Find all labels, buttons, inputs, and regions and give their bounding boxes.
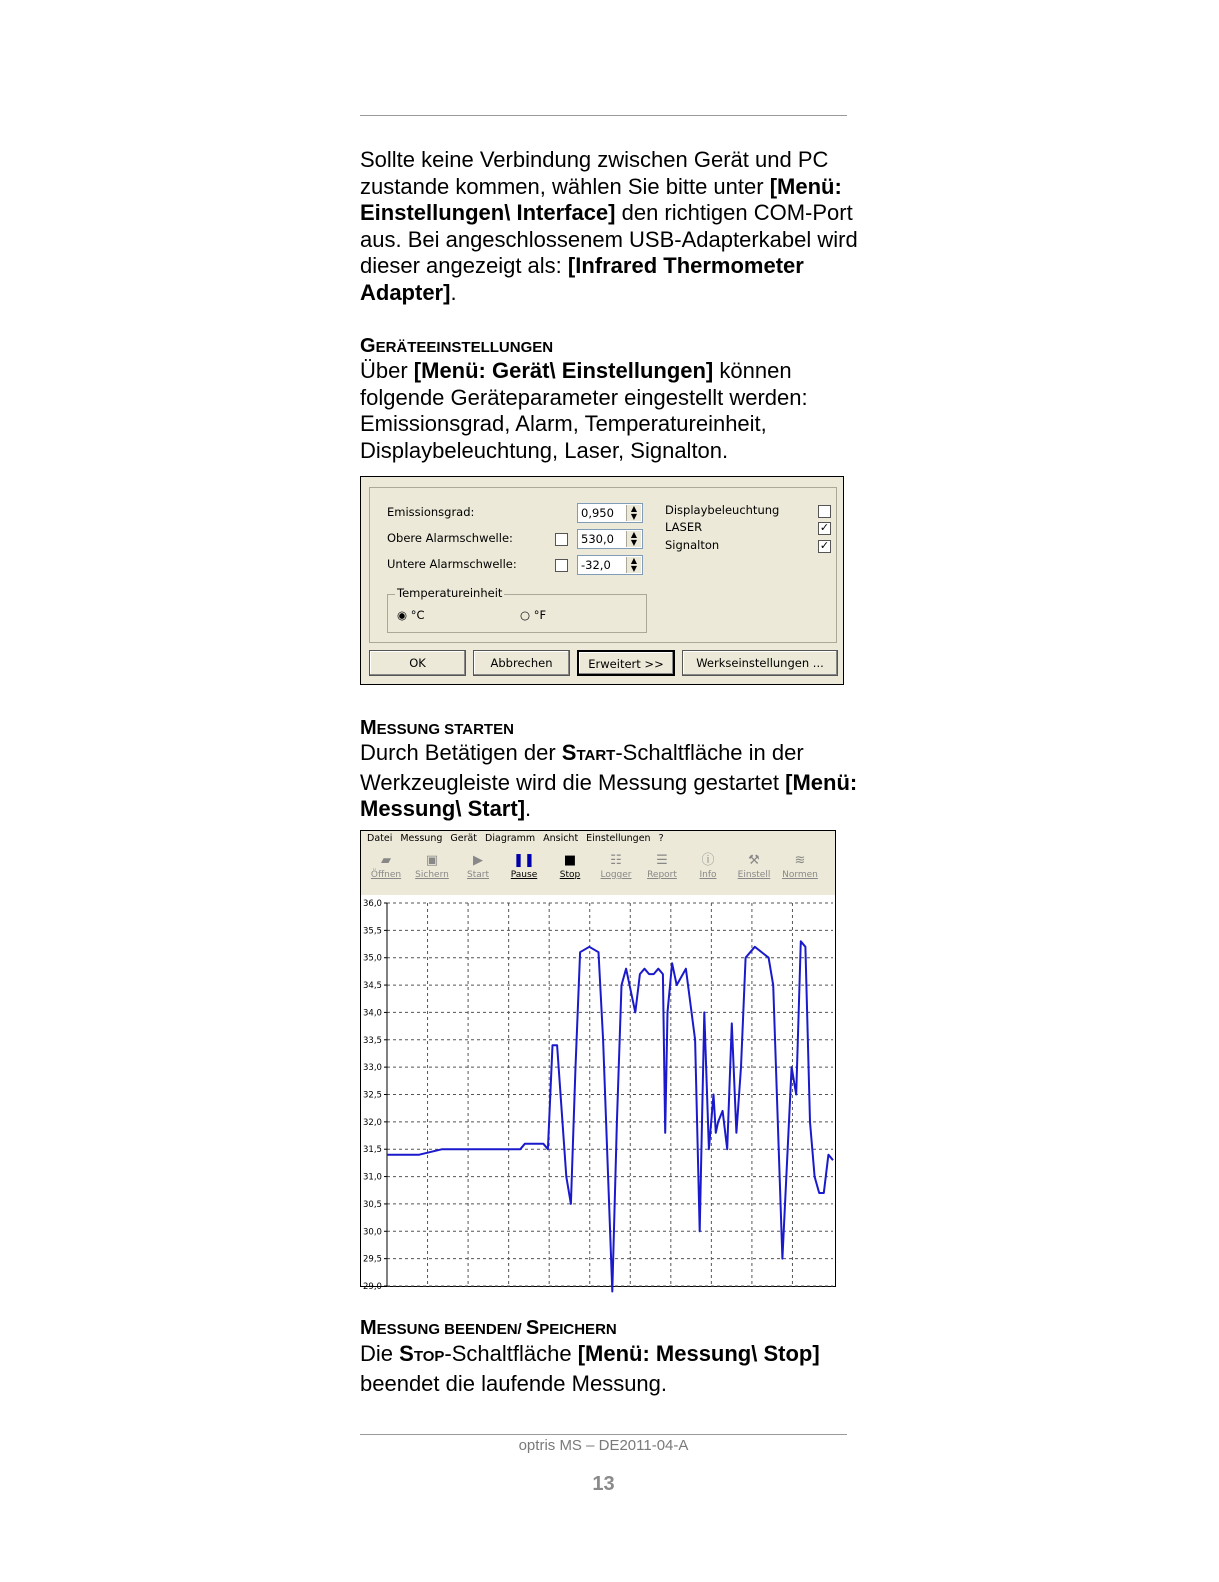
page-number: 13 xyxy=(592,1473,615,1495)
emission-spinner[interactable] xyxy=(577,503,643,523)
folder-icon: ▰ xyxy=(381,853,391,868)
emission-label: Emissionsgrad: xyxy=(387,505,475,519)
pause-icon: ❚❚ xyxy=(513,853,535,868)
toolbar-button[interactable] xyxy=(550,852,590,886)
header-rule xyxy=(360,115,847,116)
y-tick-label: 35,5 xyxy=(363,926,382,937)
menu-item[interactable]: Ansicht xyxy=(543,833,579,844)
y-tick-label: 34,5 xyxy=(363,981,382,992)
stop-icon: ■ xyxy=(563,853,577,868)
signal-label: Signalton xyxy=(665,538,720,552)
temperature-series-line xyxy=(387,941,833,1291)
spinner-arrows-icon[interactable]: ▲ ▼ xyxy=(626,531,641,547)
info-icon: ⓘ xyxy=(701,853,715,868)
logger-icon: ☷ xyxy=(610,853,622,868)
toolbar-button[interactable] xyxy=(412,852,452,886)
y-tick-label: 30,5 xyxy=(363,1199,382,1210)
temperature-chart xyxy=(361,895,835,1292)
toolbar-button[interactable] xyxy=(688,852,728,886)
save-icon: ▣ xyxy=(425,853,439,868)
start-measurement-paragraph: Durch Betätigen der START-Schaltfläche in der Werkzeugleiste wird die Messung gestartet [Menü: Messung\ Start]. xyxy=(360,740,858,821)
menu-item[interactable]: Datei xyxy=(367,833,393,844)
menu-item[interactable]: Gerät xyxy=(450,833,478,844)
factory-settings-button[interactable]: Werkseinstellungen ... xyxy=(682,650,838,676)
y-tick-label: 32,0 xyxy=(363,1117,382,1128)
fahrenheit-radio[interactable]: ○ °F xyxy=(520,608,547,622)
menu-item[interactable]: Diagramm xyxy=(485,833,536,844)
toolbar-button-label: Report xyxy=(647,870,677,880)
display-light-checkbox[interactable] xyxy=(818,505,831,518)
toolbar-button-label: Normen xyxy=(782,870,818,880)
toolbar-button-label: Stop xyxy=(559,870,581,880)
signal-checkbox[interactable]: ✓ xyxy=(819,539,830,552)
upper-alarm-value: 530,0 xyxy=(581,532,614,546)
celsius-radio[interactable]: ◉ °C xyxy=(397,608,425,622)
toolbar-button[interactable] xyxy=(780,852,820,886)
toolbar-button-label: Logger xyxy=(600,870,632,880)
lower-alarm-label: Untere Alarmschwelle: xyxy=(387,557,517,571)
ok-button[interactable]: OK xyxy=(369,650,466,676)
laser-label: LASER xyxy=(665,520,703,534)
y-tick-label: 33,0 xyxy=(363,1063,382,1074)
settings-group xyxy=(369,487,837,643)
toolbar-button[interactable] xyxy=(366,852,406,886)
spinner-arrows-icon[interactable]: ▲ ▼ xyxy=(626,557,641,573)
toolbar-button-label: Sichern xyxy=(415,870,449,880)
measurement-app-window xyxy=(360,830,836,1292)
temperature-chart-svg xyxy=(361,895,835,1292)
spinner-arrows-icon[interactable]: ▲ ▼ xyxy=(626,505,641,521)
footer-rule xyxy=(360,1434,847,1435)
menu-item[interactable]: Einstellungen xyxy=(586,833,651,844)
y-tick-label: 29,0 xyxy=(363,1282,382,1292)
y-tick-label: 33,5 xyxy=(363,1035,382,1046)
laser-checkbox[interactable]: ✓ xyxy=(819,521,830,534)
temperature-unit-legend: Temperatureinheit xyxy=(397,586,503,600)
toolbar-button[interactable] xyxy=(734,852,774,886)
norms-icon: ≋ xyxy=(794,853,806,868)
y-tick-label: 34,0 xyxy=(363,1008,382,1019)
y-tick-label: 36,0 xyxy=(363,899,382,909)
play-icon: ▶ xyxy=(473,853,483,868)
display-light-label: Displaybeleuchtung xyxy=(665,503,780,517)
emission-value: 0,950 xyxy=(581,506,614,520)
lower-alarm-checkbox[interactable] xyxy=(555,559,568,572)
y-tick-label: 30,0 xyxy=(363,1227,382,1238)
fahrenheit-label: °F xyxy=(533,608,547,622)
cancel-button[interactable]: Abbrechen xyxy=(473,650,570,676)
temperature-unit-group xyxy=(387,586,647,633)
report-icon: ☰ xyxy=(656,853,668,868)
footer-text: optris MS – DE2011-04-A xyxy=(518,1437,689,1454)
toolbar-button[interactable] xyxy=(596,852,636,886)
y-tick-label: 35,0 xyxy=(363,953,382,964)
lower-alarm-spinner[interactable] xyxy=(577,555,643,575)
toolbar-button-label: Öffnen xyxy=(370,870,402,880)
section-heading-device-settings: GERÄTEEINSTELLUNGEN xyxy=(360,335,554,357)
section-heading-start-measurement: MESSUNG STARTEN xyxy=(360,717,514,739)
toolbar-button-label: Einstell xyxy=(737,870,771,880)
toolbar-button[interactable] xyxy=(458,852,498,886)
y-tick-label: 31,0 xyxy=(363,1172,382,1183)
menu-bar xyxy=(361,833,666,849)
toolbar-button[interactable] xyxy=(642,852,682,886)
settings-dialog xyxy=(360,476,844,685)
toolbar-button-label: Start xyxy=(467,870,489,880)
toolbar-button-label: Pause xyxy=(510,870,538,880)
stop-measurement-paragraph: Die STOP-Schaltfläche [Menü: Messung\ Stop] beendet die laufende Messung. xyxy=(360,1341,820,1396)
y-tick-label: 32,5 xyxy=(363,1090,382,1101)
toolbar-button-label: Info xyxy=(699,870,717,880)
toolbar xyxy=(364,852,832,886)
toolbar-button[interactable] xyxy=(504,852,544,886)
upper-alarm-checkbox[interactable] xyxy=(555,533,568,546)
advanced-button[interactable]: Erweitert >> xyxy=(577,650,675,676)
menu-item[interactable]: ? xyxy=(658,833,664,844)
tools-icon: ⚒ xyxy=(748,853,760,868)
celsius-label: °C xyxy=(410,608,425,622)
upper-alarm-label: Obere Alarmschwelle: xyxy=(387,531,513,545)
upper-alarm-spinner[interactable] xyxy=(577,529,643,549)
y-tick-label: 29,5 xyxy=(363,1254,382,1265)
section-heading-stop-save: MESSUNG BEENDEN/ SPEICHERN xyxy=(360,1317,617,1339)
device-settings-paragraph: Über [Menü: Gerät\ Einstellungen] können folgende Geräteparameter eingestellt werden: Emissionsgrad, Alarm, Temperatureinheit, Displaybeleuchtung, Laser, Signalton. xyxy=(360,358,808,463)
y-tick-label: 31,5 xyxy=(363,1145,382,1156)
menu-item[interactable]: Messung xyxy=(400,833,443,844)
lower-alarm-value: -32,0 xyxy=(581,558,611,572)
intro-paragraph: Sollte keine Verbindung zwischen Gerät und PC zustande kommen, wählen Sie bitte unter [Menü: Einstellungen\ Interface] den richtigen COM-Port aus. Bei angeschlossenem USB-Adapterkabel wird dieser angezeigt als: [Infrared Thermometer Adapter]. xyxy=(360,147,858,305)
